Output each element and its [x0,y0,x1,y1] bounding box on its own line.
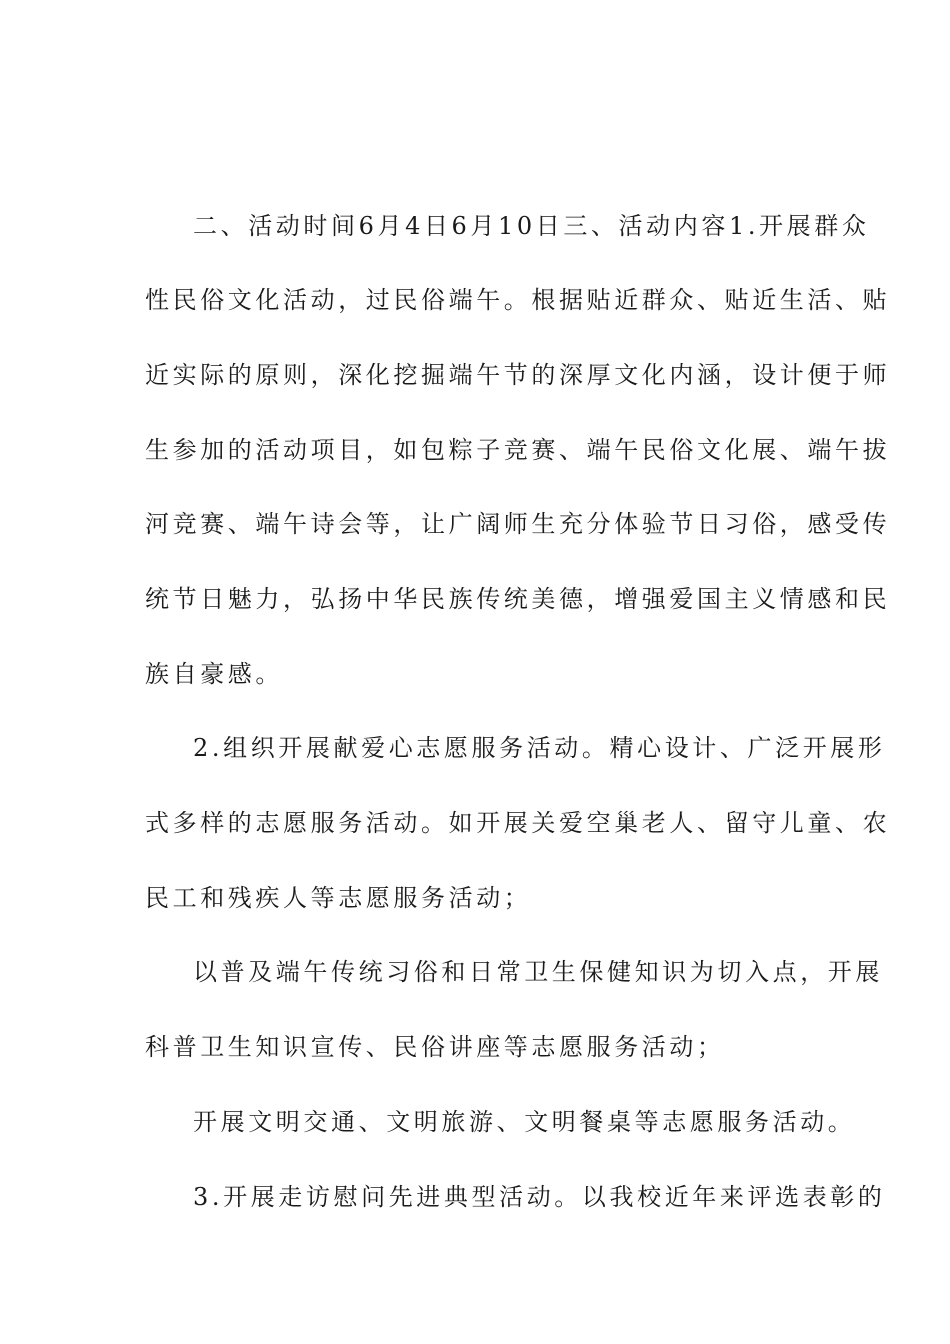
paragraph-2-line-2: 式多样的志愿服务活动。如开展关爱空巢老人、留守儿童、农 [145,809,891,837]
paragraph-4-line-1: 开展文明交通、文明旅游、文明餐桌等志愿服务活动。 [193,1108,856,1136]
paragraph-1-line-5: 河竞赛、端午诗会等，让广阔师生充分体验节日习俗，感受传 [145,510,891,538]
paragraph-3-line-2: 科普卫生知识宣传、民俗讲座等志愿服务活动； [145,1033,725,1061]
paragraph-1-line-4: 生参加的活动项目，如包粽子竞赛、端午民俗文化展、端午拔 [145,436,891,464]
paragraph-2-line-1: 2.组织开展献爱心志愿服务活动。精心设计、广泛开展形 [193,734,886,762]
paragraph-1-line-2: 性民俗文化活动，过民俗端午。根据贴近群众、贴近生活、贴 [145,286,891,314]
paragraph-5-line-1: 3.开展走访慰问先进典型活动。以我校近年来评选表彰的 [193,1183,886,1211]
paragraph-2-line-3: 民工和残疾人等志愿服务活动； [145,884,532,912]
paragraph-1-line-1: 二、活动时间6月4日6月10日三、活动内容1.开展群众 [193,212,870,240]
paragraph-1-line-7: 族自豪感。 [145,660,283,688]
paragraph-3-line-1: 以普及端午传统习俗和日常卫生保健知识为切入点，开展 [193,958,883,986]
paragraph-1-line-6: 统节日魅力，弘扬中华民族传统美德，增强爱国主义情感和民 [145,585,891,613]
paragraph-1-line-3: 近实际的原则，深化挖掘端午节的深厚文化内涵，设计便于师 [145,361,891,389]
